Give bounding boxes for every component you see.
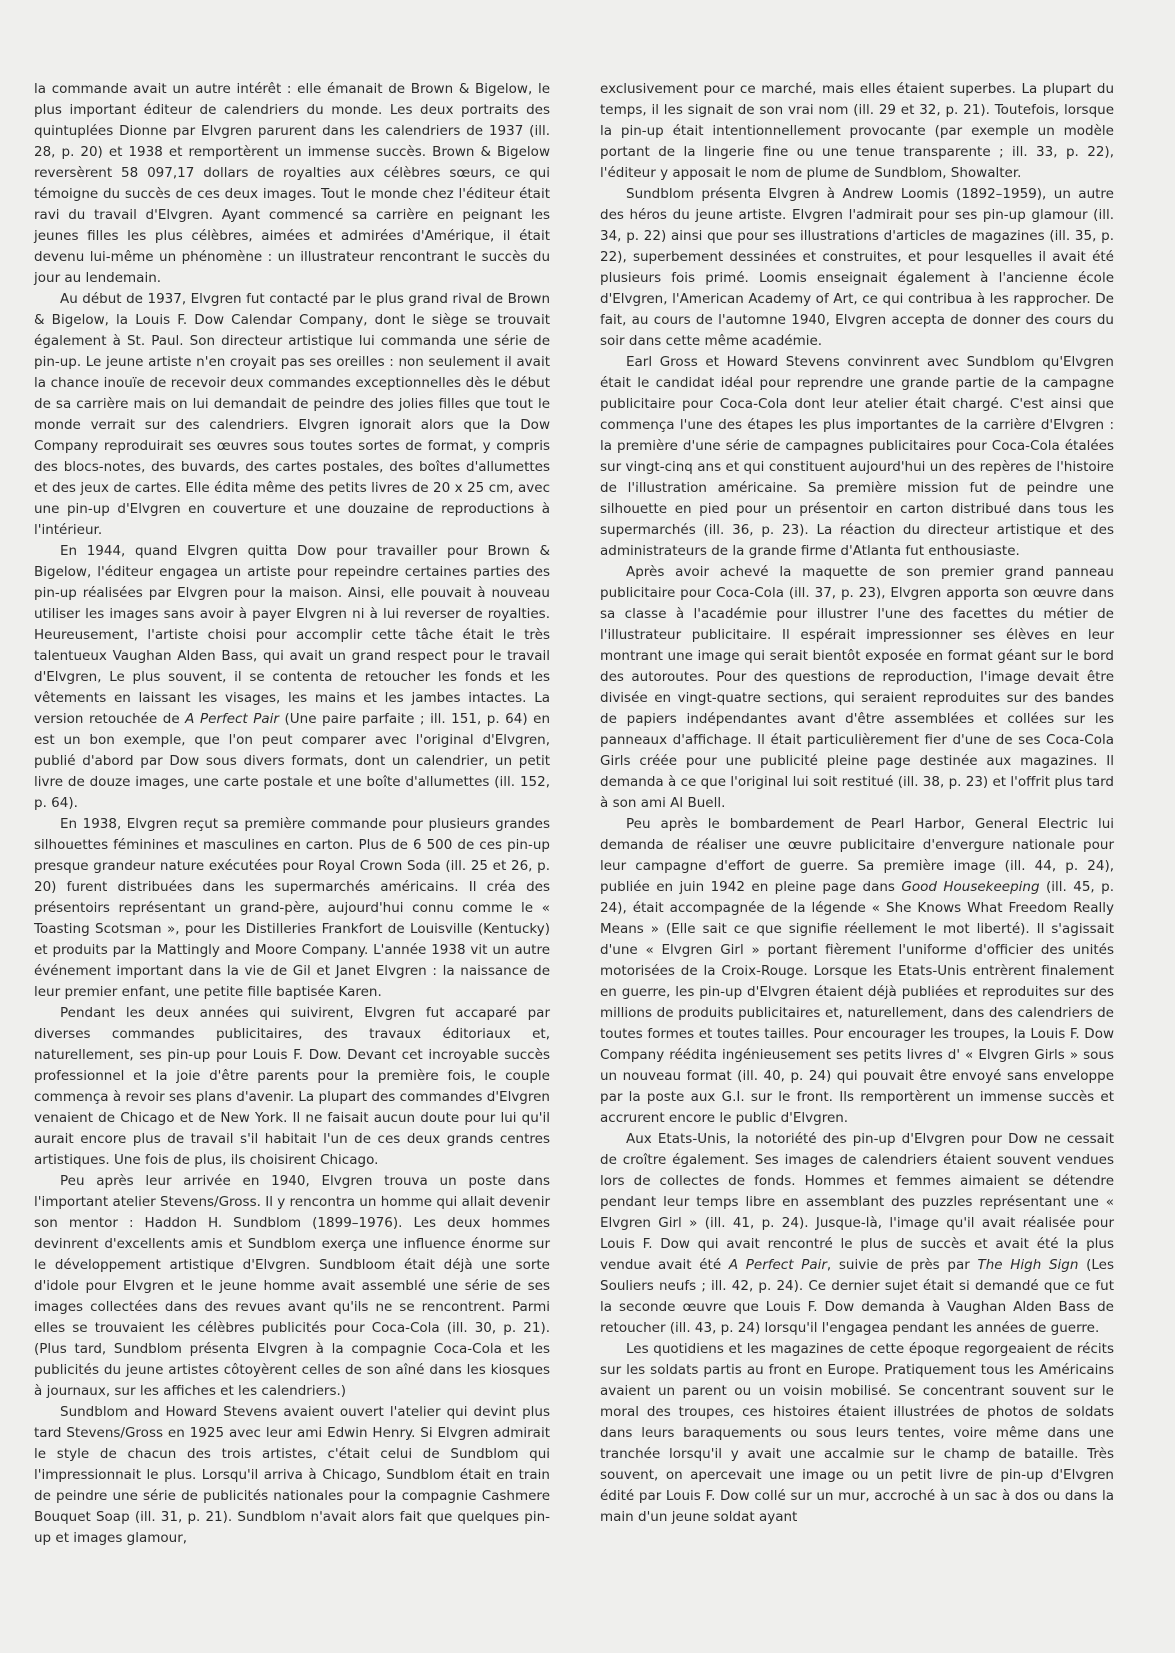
left-column: [34, 79, 550, 1549]
right-column: [600, 79, 1114, 1528]
text-segment: Earl Gross et Howard Stevens convinrent avec Sundblom qu'Elvgren était le candidat idéal pour reprendre une grande partie de la campagne publicitaire pour Coca-Cola dont leur atelier était chargé. C'est ainsi que commença l'une des étapes les plus importantes de la carrière d'Elvgren : la première d'une série de campagnes publicitaires pour Coca-Cola étalées sur vingt-cinq ans et qui constituent aujourd'hui un des repères de l'histoire de l'illustration américaine. Sa première mission fut de peindre une silhouette en pied pour un présentoir en carton distribué dans tous les supermarchés (ill. 36, p. 23). La réaction du directeur artistique et des administrateurs de la grande firme d'Atlanta fut enthousiaste.: [600, 354, 1114, 559]
text-segment: Au début de 1937, Elvgren fut contacté par le plus grand rival de Brown & Bigelow, la Louis F. Dow Calendar Company, dont le siège se trouvait également à St. Paul. Son directeur artistique lui commanda une série de pin-up. Le jeune artiste n'en croyait pas ses oreilles : non seulement il avait la chance inouïe de recevoir deux commandes exceptionnelles dès le début de sa carrière mais on lui demandait de peindre des jolies filles que tout le monde verrait sur des calendriers. Elvgren ignorait alors que la Dow Company reproduirait ses œuvres sous toutes sortes de format, y compris des blocs-notes, des buvards, des cartes postales, des boîtes d'allumettes et des jeux de cartes. Elle édita même des petits livres de 20 x 25 cm, avec une pin-up d'Elvgren en couverture et une douzaine de reproductions à l'intérieur.: [34, 291, 550, 538]
text-segment: Sundblom and Howard Stevens avaient ouvert l'atelier qui devint plus tard Stevens/Gross en 1925 avec leur ami Edwin Henry. Si Elvgren admirait le style de chacun des trois artistes, c'était celui de Sundblom qui l'impressionnait le plus. Lorsqu'il arriva à Chicago, Sundblom était en train de peindre une série de publicités nationales pour la compagnie Cashmere Bouquet Soap (ill. 31, p. 21). Sundblom n'avait alors fait que quelques pin-up et images glamour,: [34, 1404, 550, 1546]
italic-title: The High Sign: [977, 1257, 1079, 1273]
text-segment: (ill. 45, p. 24), était accompagnée de la légende « She Knows What Freedom Really Means » (Elle sait ce que signifie réellement le mot liberté). Il s'agissait d'une « Elvgren Girl » portant fièrement l'uniforme d'officier des unités motorisées de la Croix-Rouge. Lorsque les Etats-Unis entrèrent finalement en guerre, les pin-up d'Elvgren étaient déjà publiées et reproduites sur des millions de produits publicitaires et, naturellement, dans des calendriers de toutes formes et toutes tailles. Pour encourager les troupes, la Louis F. Dow Company réédita ingénieusement ses petits livres d' « Elvgren Girls » sous un nouveau format (ill. 40, p. 24) qui pouvait être envoyé sans enveloppe par la poste aux G.I. sur le front. Ils remportèrent un immense succès et accrurent encore le public d'Elvgren.: [600, 879, 1114, 1126]
body-paragraph: [600, 184, 1114, 352]
body-paragraph: [34, 79, 550, 289]
text-segment: Pendant les deux années qui suivirent, Elvgren fut accaparé par diverses commandes publicitaires, des travaux éditoriaux et, naturellement, ses pin-up pour Louis F. Dow. Devant cet incroyable succès professionnel et la joie d'être parents pour la première fois, le couple commença à revoir ses plans d'avenir. La plupart des commandes d'Elvgren venaient de Chicago et de New York. Il ne faisait aucun doute pour lui qu'il aurait encore plus de travail s'il habitait l'un de ces deux grands centres artistiques. Une fois de plus, ils choisirent Chicago.: [34, 1005, 550, 1168]
body-paragraph: [600, 1339, 1114, 1528]
italic-title: Good Housekeeping: [901, 879, 1040, 895]
body-paragraph: [34, 814, 550, 1003]
text-segment: Peu après le bombardement de Pearl Harbor, General Electric lui demanda de réaliser une œuvre publicitaire d'envergure nationale pour leur campagne d'effort de guerre. Sa première image (ill. 44, p. 24), publiée en juin 1942 en pleine page dans: [600, 816, 1114, 895]
body-paragraph: [34, 1402, 550, 1549]
body-paragraph: [600, 814, 1114, 1129]
text-segment: Aux Etats-Unis, la notoriété des pin-up d'Elvgren pour Dow ne cessait de croître également. Ses images de calendriers étaient souvent vendues lors de collectes de fonds. Hommes et femmes aimaient se détendre pendant leur temps libre en assemblant des puzzles représentant une « Elvgren Girl » (ill. 41, p. 24). Jusque-là, l'image qu'il avait réalisée pour Louis F. Dow qui avait rencontré le plus de succès et avait été la plus vendue avait été: [600, 1131, 1114, 1273]
italic-title: A Perfect Pair: [728, 1257, 827, 1273]
body-paragraph: [600, 79, 1114, 184]
body-paragraph: [34, 289, 550, 541]
body-paragraph: [600, 352, 1114, 562]
text-segment: Après avoir achevé la maquette de son premier grand panneau publicitaire pour Coca-Cola (ill. 37, p. 23), Elvgren apporta son œuvre dans sa classe à l'académie pour illustrer l'une des facettes du métier de l'illustrateur publicitaire. Il espérait impressionner ses élèves en leur montrant une image qui serait bientôt exposée en format géant sur le bord des autoroutes. Pour des questions de reproduction, l'image devait être divisée en vingt-quatre sections, qui seraient reproduites sur des bandes de papiers indépendantes avant d'être assemblées et collées sur les panneaux d'affichage. Il était particulièrement fier d'une de ses Coca-Cola Girls créée pour une publicité pleine page destinée aux magazines. Il demanda à ce que l'original lui soit restitué (ill. 38, p. 23) et l'offrit plus tard à son ami Al Buell.: [600, 564, 1114, 811]
text-segment: En 1944, quand Elvgren quitta Dow pour travailler pour Brown & Bigelow, l'éditeur engagea un artiste pour repeindre certaines parties des pin-up réalisées par Elvgren pour la maison. Ainsi, elle pouvait à nouveau utiliser les images sans avoir à payer Elvgren ni à lui reverser de royalties. Heureusement, l'artiste choisi pour accomplir cette tâche était le très talentueux Vaughan Alden Bass, qui avait un grand respect pour le travail d'Elvgren, Le plus souvent, il se contenta de retoucher les fonds et les vêtements en laissant les visages, les mains et les jambes intactes. La version retouchée de: [34, 543, 550, 727]
text-segment: la commande avait un autre intérêt : elle émanait de Brown & Bigelow, le plus important éditeur de calendriers du monde. Les deux portraits des quintuplées Dionne par Elvgren parurent dans les calendriers de 1937 (ill. 28, p. 20) et 1938 et remportèrent un immense succès. Brown & Bigelow reversèrent 58 097,17 dollars de royalties aux célèbres sœurs, ce qui témoigne du succès de ces deux images. Tout le monde chez l'éditeur était ravi du travail d'Elvgren. Ayant commencé sa carrière en peignant les jeunes filles les plus célèbres, aimées et admirées d'Amérique, il était devenu lui-même un phénomène : un illustrateur rencontrant le succès du jour au lendemain.: [34, 81, 550, 286]
body-paragraph: [600, 1129, 1114, 1339]
text-segment: (Une paire parfaite ; ill. 151, p. 64) en est un bon exemple, que l'on peut comparer avec l'original d'Elvgren, publié d'abord par Dow sous divers formats, dont un calendrier, un petit livre de douze images, une carte postale et une boîte d'allumettes (ill. 152, p. 64).: [34, 711, 550, 811]
body-paragraph: [34, 1171, 550, 1402]
italic-title: A Perfect Pair: [185, 711, 279, 727]
body-paragraph: [34, 541, 550, 814]
body-paragraph: [600, 562, 1114, 814]
text-segment: exclusivement pour ce marché, mais elles étaient superbes. La plupart du temps, il les signait de son vrai nom (ill. 29 et 32, p. 21). Toutefois, lorsque la pin-up était intentionnellement provocante (par exemple un modèle portant de la lingerie fine ou une tenue transparente ; ill. 33, p. 22), l'éditeur y apposait le nom de plume de Sundblom, Showalter.: [600, 81, 1114, 181]
text-segment: Les quotidiens et les magazines de cette époque regorgeaient de récits sur les soldats partis au front en Europe. Pratiquement tous les Américains avaient un parent ou un voisin mobilisé. Se concentrant souvent sur le moral des troupes, ces histoires étaient illustrées de photos de soldats dans leurs baraquements ou sous leurs tentes, voire même dans une tranchée lorsqu'il y avait une accalmie sur le champ de bataille. Très souvent, on apercevait une image ou un petit livre de pin-up d'Elvgren édité par Louis F. Dow collé sur un mur, accroché à un sac à dos ou dans la main d'un jeune soldat ayant: [600, 1341, 1114, 1525]
text-segment: Sundblom présenta Elvgren à Andrew Loomis (1892–1959), un autre des héros du jeune artiste. Elvgren l'admirait pour ses pin-up glamour (ill. 34, p. 22) ainsi que pour ses illustrations d'articles de magazines (ill. 35, p. 22), superbement dessinées et construites, et pour lesquelles il avait été plusieurs fois primé. Loomis enseignait également à l'ancienne école d'Elvgren, l'American Academy of Art, ce qui contribua à les rapprocher. De fait, au cours de l'automne 1940, Elvgren accepta de donner des cours du soir dans cette même académie.: [600, 186, 1114, 349]
body-paragraph: [34, 1003, 550, 1171]
text-segment: , suivie de près par: [826, 1257, 978, 1273]
text-segment: En 1938, Elvgren reçut sa première commande pour plusieurs grandes silhouettes féminines et masculines en carton. Plus de 6 500 de ces pin-up presque grandeur nature exécutées pour Royal Crown Soda (ill. 25 et 26, p. 20) furent distribuées dans les supermarchés américains. Il créa des présentoirs représentant un grand-père, aujourd'hui connu comme le « Toasting Scotsman », pour les Distilleries Frankfort de Louisville (Kentucky) et produits par la Mattingly and Moore Company. L'année 1938 vit un autre événement important dans la vie de Gil et Janet Elvgren : la naissance de leur premier enfant, une petite fille baptisée Karen.: [34, 816, 550, 1000]
text-segment: Peu après leur arrivée en 1940, Elvgren trouva un poste dans l'important atelier Stevens/Gross. Il y rencontra un homme qui allait devenir son mentor : Haddon H. Sundblom (1899–1976). Les deux hommes devinrent d'excellents amis et Sundblom exerça une influence énorme sur le développement artistique d'Elvgren. Sundbloom était déjà une sorte d'idole pour Elvgren et le jeune homme avait assemblé une série de ses images collectées dans des revues avant qu'ils ne se rencontrent. Parmi elles se trouvaient les célèbres publicités pour Coca-Cola (ill. 30, p. 21). (Plus tard, Sundblom présenta Elvgren à la compagnie Coca-Cola et les publicités du jeune artistes côtoyèrent celles de son aîné dans les kiosques à journaux, sur les affiches et les calendriers.): [34, 1173, 550, 1399]
text-segment: (Les Souliers neufs ; ill. 42, p. 24). Ce dernier sujet était si demandé que ce fut la seconde œuvre que Louis F. Dow demanda à Vaughan Alden Bass de retoucher (ill. 43, p. 24) lorsqu'il l'engagea pendant les années de guerre.: [600, 1257, 1114, 1336]
